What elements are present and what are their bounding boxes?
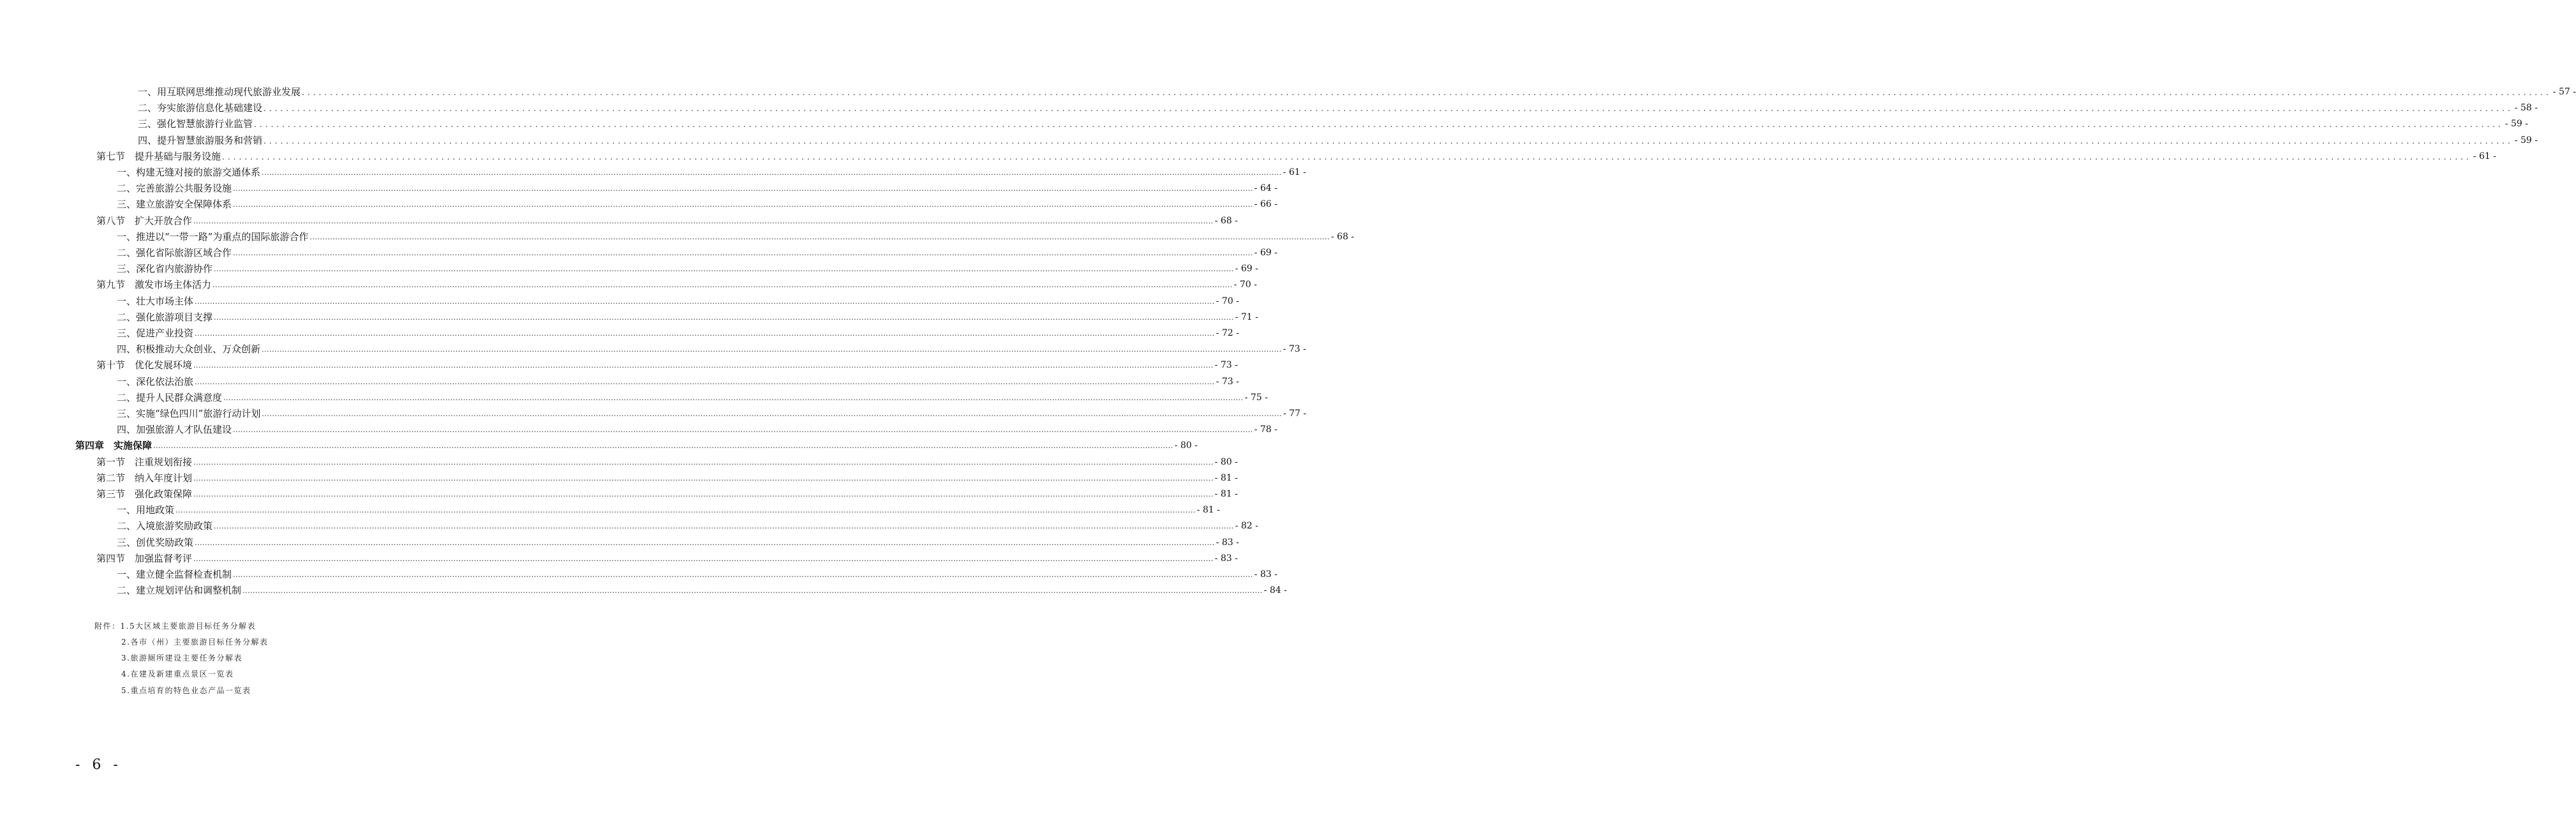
toc-entry-page: - 70 - (1216, 296, 1239, 306)
toc-leader-dots: ................................................................................................................................................................................................................................................................................................................................................................................................................ (309, 233, 1330, 241)
toc-leader-dots: ................................................................................................................................................................................................................................................................................................................................................................................................................ (242, 587, 1263, 595)
toc-entry-page: - 83 - (1214, 553, 1238, 564)
toc-entry-title: 第十节 优化发展环境 (96, 359, 193, 371)
toc-leader-dots: ................................................................................................................................................................................................................................................................................................................................................................................................................ (212, 281, 1233, 289)
toc-leader-dots: ................................................................................................................................................................................................................................................................................................................................................................................................................ (233, 571, 1253, 579)
attachment-item: 3.旅游厕所建设主要任务分解表 (121, 654, 242, 663)
toc-section-entry[interactable] (96, 471, 1238, 485)
toc-entry-page: - 83 - (1216, 537, 1239, 548)
toc-section-entry[interactable] (96, 551, 1238, 565)
toc-entry-page: - 77 - (1283, 408, 1307, 419)
toc-entry-title: 三、创优奖励政策 (117, 537, 194, 548)
toc-entry-title: 三、实施“绿色四川”旅游行动计划 (117, 408, 261, 419)
toc-entry-title: 一、用地政策 (117, 504, 175, 516)
toc-section-entry[interactable] (96, 358, 1238, 372)
toc-entry-title: 一、深化依法治旅 (117, 376, 194, 387)
toc-entry-page: - 57 - (2552, 87, 2576, 97)
toc-entry-page: - 68 - (1330, 232, 1355, 242)
toc-entry-page: - 82 - (1235, 521, 1258, 531)
toc-entry-title: 一、建立健全监督检查机制 (117, 569, 232, 580)
toc-leader-dots: ................................................................................................................................................................................................................................................................................................................................................................................................................ (214, 313, 1234, 322)
toc-leader-dots: ................................................................................................................................................................................................................................................................................................................................................................................................................ (193, 458, 1214, 467)
toc-entry-title: 一、用互联网思维推动现代旅游业发展 (138, 86, 301, 98)
toc-entry-title: 第三节 强化政策保障 (96, 488, 193, 500)
toc-leader-dots: ................................................................................................................................................................................................................................................................................................................................................................................................................ (195, 329, 1215, 338)
attachment-item: 2.各市（州）主要旅游目标任务分解表 (121, 638, 269, 647)
toc-entry-page: - 59 - (2514, 135, 2538, 146)
toc-leader-dots: ................................................................................................................................................................................................................................................................................................................................................................................................................ (193, 217, 1214, 225)
toc-entry-title: 第二节 纳入年度计划 (96, 472, 193, 484)
toc-entry-title: 二、夯实旅游信息化基础建设 (138, 102, 263, 114)
toc-leader-dots: ................................................................................................................................................................................................................................................................................................................................................................................................................ (193, 555, 1214, 563)
toc-leader-dots: ................................................................................................................................................................................................................................................................................................................................................................................................................ (222, 153, 2472, 161)
toc-entry-title: 三、促进产业投资 (117, 327, 194, 339)
toc-entry-title: 三、建立旅游安全保障体系 (117, 198, 232, 210)
toc-entry-title: 三、强化智慧旅游行业监管 (138, 118, 253, 130)
toc-section-entry[interactable] (96, 149, 2496, 163)
toc-entry-title: 三、深化省内旅游协作 (117, 263, 213, 274)
toc-leader-dots: ................................................................................................................................................................................................................................................................................................................................................................................................................ (262, 410, 1282, 418)
toc-entry-page: - 68 - (1214, 216, 1238, 226)
toc-subsection-entry[interactable] (117, 535, 1239, 550)
toc-subsection-entry[interactable] (117, 423, 1277, 437)
toc-leader-dots: ................................................................................................................................................................................................................................................................................................................................................................................................................ (195, 539, 1215, 547)
toc-entry-page: - 61 - (2473, 151, 2496, 161)
toc-leader-dots: ................................................................................................................................................................................................................................................................................................................................................................................................................ (262, 345, 1282, 354)
toc-entry-title: 四、积极推动大众创业、万众创新 (117, 343, 261, 355)
toc-section-entry[interactable] (96, 455, 1238, 469)
toc-section-entry[interactable] (96, 278, 1257, 292)
toc-subsection-entry[interactable] (138, 101, 2538, 115)
toc-entry-page: - 59 - (2505, 119, 2528, 129)
toc-entry-title: 第七节 提升基础与服务设施 (96, 151, 221, 162)
toc-leader-dots: ................................................................................................................................................................................................................................................................................................................................................................................................................ (193, 490, 1214, 498)
toc-entry-page: - 83 - (1254, 569, 1277, 580)
toc-subsection-entry[interactable] (117, 310, 1258, 324)
toc-subsection-entry[interactable] (117, 246, 1277, 260)
toc-subsection-entry[interactable] (117, 375, 1239, 389)
toc-subsection-entry[interactable] (117, 294, 1239, 308)
toc-entry-title: 第八节 扩大开放合作 (96, 215, 193, 227)
toc-leader-dots: ................................................................................................................................................................................................................................................................................................................................................................................................................ (153, 442, 1173, 450)
toc-entry-page: - 73 - (1283, 344, 1306, 354)
toc-leader-dots: ................................................................................................................................................................................................................................................................................................................................................................................................................ (223, 394, 1244, 402)
toc-subsection-entry[interactable] (117, 519, 1258, 533)
toc-subsection-entry[interactable] (117, 342, 1306, 356)
toc-entry-title: 四、提升智慧旅游服务和营销 (138, 135, 263, 146)
toc-entry-title: 第四章 实施保障 (75, 440, 153, 451)
toc-subsection-entry[interactable] (117, 326, 1239, 340)
toc-entry-page: - 71 - (1235, 312, 1258, 322)
toc-entry-page: - 64 - (1254, 183, 1277, 193)
attachment-header-item: 附件：1.5大区域主要旅游目标任务分解表 (94, 622, 257, 631)
toc-subsection-entry[interactable] (117, 391, 1268, 405)
toc-leader-dots: ................................................................................................................................................................................................................................................................................................................................................................................................................ (214, 265, 1234, 273)
toc-entry-page: - 81 - (1196, 505, 1220, 515)
toc-entry-page: - 73 - (1214, 360, 1238, 370)
toc-entry-title: 一、推进以“一带一路”为重点的国际旅游合作 (117, 231, 309, 243)
toc-entry-page: - 66 - (1254, 199, 1277, 209)
toc-entry-title: 一、壮大市场主体 (117, 296, 194, 307)
toc-entry-page: - 73 - (1216, 377, 1239, 387)
toc-leader-dots: ................................................................................................................................................................................................................................................................................................................................................................................................................ (195, 297, 1215, 306)
toc-leader-dots: ................................................................................................................................................................................................................................................................................................................................................................................................................ (233, 184, 1253, 193)
toc-leader-dots: ................................................................................................................................................................................................................................................................................................................................................................................................................ (214, 522, 1234, 530)
toc-entry-title: 二、强化旅游项目支撑 (117, 311, 213, 323)
toc-leader-dots: ................................................................................................................................................................................................................................................................................................................................................................................................................ (233, 249, 1253, 257)
toc-leader-dots: ................................................................................................................................................................................................................................................................................................................................................................................................................ (193, 474, 1214, 483)
toc-subsection-entry[interactable] (117, 583, 1287, 597)
toc-leader-dots: ................................................................................................................................................................................................................................................................................................................................................................................................................ (175, 506, 1196, 514)
toc-entry-page: - 81 - (1214, 489, 1238, 499)
toc-entry-title: 二、建立规划评估和调整机制 (117, 585, 242, 596)
toc-entry-title: 二、强化省际旅游区域合作 (117, 247, 232, 258)
toc-subsection-entry[interactable] (117, 165, 1306, 179)
toc-entry-page: - 72 - (1216, 328, 1239, 338)
toc-entry-title: 第九节 激发市场主体活力 (96, 279, 212, 290)
toc-subsection-entry[interactable] (138, 133, 2538, 147)
toc-leader-dots: ................................................................................................................................................................................................................................................................................................................................................................................................................ (264, 137, 2513, 146)
toc-entry-title: 四、加强旅游人才队伍建设 (117, 424, 232, 435)
toc-entry-page: - 69 - (1254, 248, 1277, 258)
toc-entry-page: - 61 - (1283, 167, 1306, 177)
toc-chapter-entry[interactable] (75, 438, 1198, 453)
toc-subsection-entry[interactable] (138, 85, 2576, 99)
toc-leader-dots: ................................................................................................................................................................................................................................................................................................................................................................................................................ (262, 168, 1282, 177)
toc-leader-dots: ................................................................................................................................................................................................................................................................................................................................................................................................................ (264, 104, 2513, 113)
toc-entry-page: - 80 - (1214, 457, 1238, 467)
attachment-item: 4.在建及新建重点景区一览表 (121, 670, 234, 678)
toc-entry-page: - 58 - (2514, 103, 2538, 113)
toc-entry-page: - 80 - (1174, 440, 1198, 451)
toc-section-entry[interactable] (96, 214, 1238, 228)
toc-entry-title: 一、构建无缝对接的旅游交通体系 (117, 167, 261, 178)
toc-entry-title: 第一节 注重规划衔接 (96, 456, 193, 468)
toc-leader-dots: ................................................................................................................................................................................................................................................................................................................................................................................................................ (193, 361, 1214, 370)
toc-entry-title: 二、入境旅游奖励政策 (117, 520, 213, 532)
toc-subsection-entry[interactable] (117, 503, 1220, 517)
toc-subsection-entry[interactable] (138, 117, 2528, 131)
toc-leader-dots: ................................................................................................................................................................................................................................................................................................................................................................................................................ (302, 88, 2552, 97)
toc-section-entry[interactable] (96, 487, 1238, 501)
toc-leader-dots: ................................................................................................................................................................................................................................................................................................................................................................................................................ (233, 200, 1253, 209)
toc-subsection-entry[interactable] (117, 230, 1355, 244)
toc-leader-dots: ................................................................................................................................................................................................................................................................................................................................................................................................................ (254, 120, 2504, 129)
toc-entry-page: - 69 - (1235, 264, 1258, 274)
toc-entry-page: - 70 - (1233, 280, 1257, 290)
toc-subsection-entry[interactable] (117, 567, 1277, 581)
toc-leader-dots: ................................................................................................................................................................................................................................................................................................................................................................................................................ (195, 378, 1215, 386)
toc-subsection-entry[interactable] (117, 181, 1277, 195)
toc-entry-page: - 81 - (1214, 473, 1238, 483)
toc-entry-page: - 84 - (1263, 585, 1287, 595)
toc-entry-page: - 75 - (1244, 393, 1268, 403)
page-number: - 6 - (75, 757, 122, 773)
toc-entry-title: 第四节 加强监督考评 (96, 553, 193, 564)
toc-subsection-entry[interactable] (117, 197, 1277, 211)
toc-entry-title: 二、完善旅游公共服务设施 (117, 183, 232, 194)
toc-entry-title: 二、提升人民群众满意度 (117, 392, 223, 403)
attachment-item: 5.重点培育的特色业态产品一览表 (121, 686, 251, 695)
toc-subsection-entry[interactable] (117, 407, 1307, 421)
toc-leader-dots: ................................................................................................................................................................................................................................................................................................................................................................................................................ (233, 426, 1253, 434)
toc-subsection-entry[interactable] (117, 262, 1258, 276)
toc-entry-page: - 78 - (1254, 424, 1277, 435)
